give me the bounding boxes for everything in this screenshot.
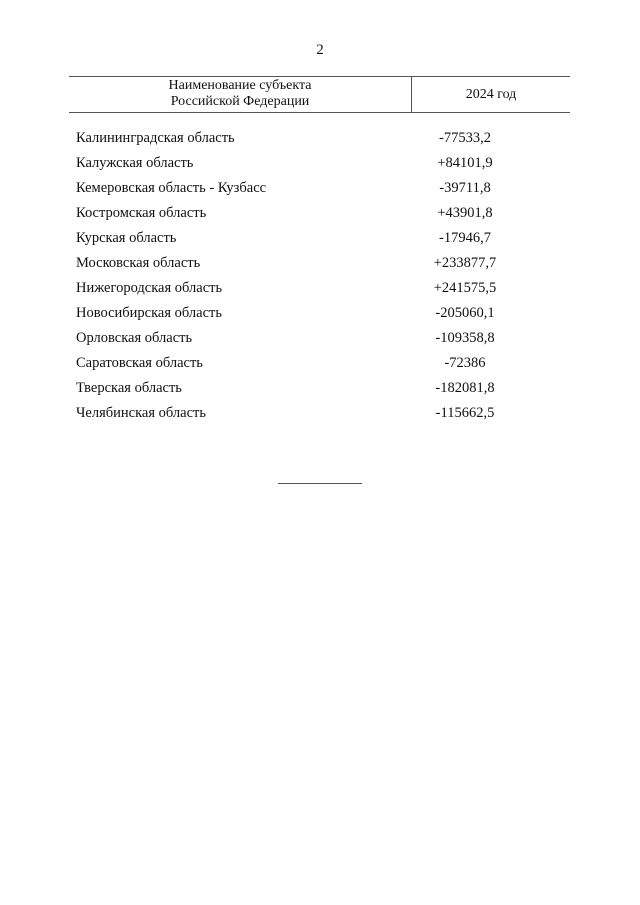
table-row <box>76 130 570 155</box>
region-value: -205060,1 <box>435 305 495 321</box>
region-name: Тверская область <box>76 380 182 396</box>
region-name: Орловская область <box>76 330 193 346</box>
table-body <box>76 130 570 430</box>
table-row <box>76 305 570 330</box>
table-row <box>76 355 570 380</box>
table-row <box>76 230 570 255</box>
region-name: Кемеровская область - Кузбасс <box>76 180 267 196</box>
page-number: 2 <box>316 42 324 58</box>
region-value: -182081,8 <box>435 380 495 396</box>
region-value: -77533,2 <box>439 130 491 146</box>
region-value: +241575,5 <box>433 280 497 296</box>
table-row <box>76 280 570 305</box>
table-row <box>76 330 570 355</box>
region-value: -109358,8 <box>435 330 495 346</box>
table-row <box>76 180 570 205</box>
region-name: Нижегородская область <box>76 280 223 296</box>
region-name: Саратовская область <box>76 355 203 371</box>
table-row <box>76 405 570 430</box>
region-name: Новосибирская область <box>76 305 222 321</box>
region-value: +43901,8 <box>437 205 493 221</box>
region-value: -39711,8 <box>439 180 491 196</box>
header-subject-name <box>69 77 412 112</box>
header-subject-name-line2: Российской Федерации <box>170 94 310 109</box>
region-value: -17946,7 <box>439 230 491 246</box>
region-name: Курская область <box>76 230 177 246</box>
table-row <box>76 255 570 280</box>
region-name: Московская область <box>76 255 201 271</box>
header-year: 2024 год <box>465 87 517 102</box>
region-name: Челябинская область <box>76 405 206 421</box>
region-name: Калининградская область <box>76 130 235 146</box>
region-value: -115662,5 <box>435 405 495 421</box>
region-value: +233877,7 <box>433 255 497 271</box>
end-divider <box>278 483 362 484</box>
region-name: Костромская область <box>76 205 207 221</box>
header-subject-name-line1: Наименование субъекта <box>168 78 312 93</box>
region-value: +84101,9 <box>437 155 493 171</box>
table-row <box>76 380 570 405</box>
region-name: Калужская область <box>76 155 194 171</box>
table-row <box>76 205 570 230</box>
region-value: -72386 <box>444 355 486 371</box>
table-header <box>69 76 570 113</box>
table-row <box>76 155 570 180</box>
